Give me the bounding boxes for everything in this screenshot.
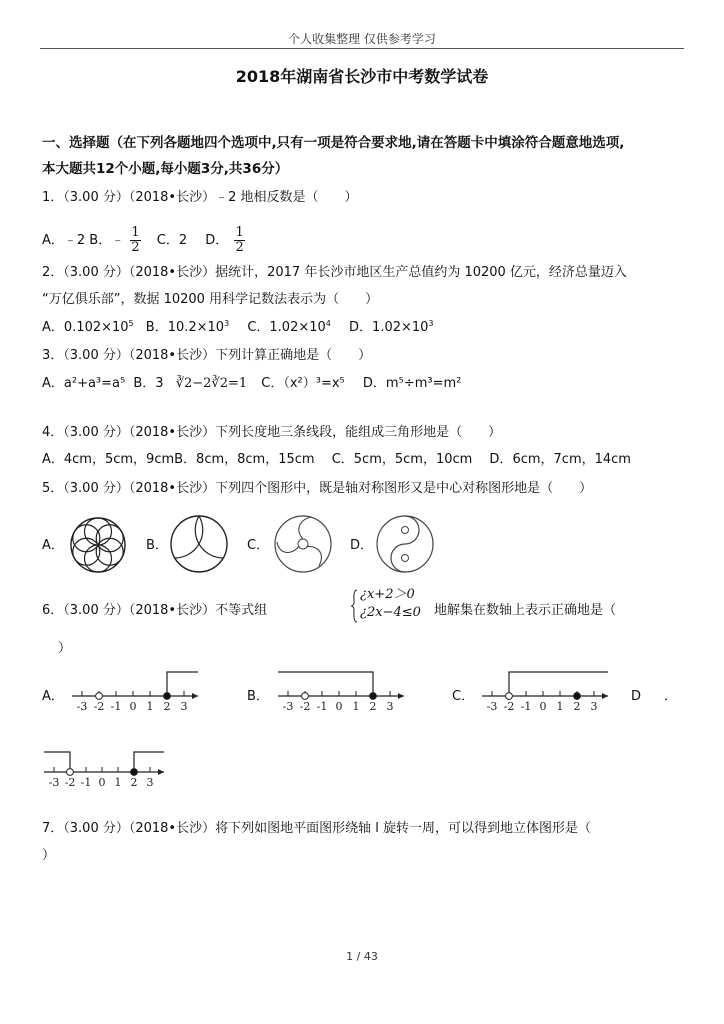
q3-option-a: A．a²+a³=a⁵ [42, 376, 126, 391]
q6-label-d: D [631, 689, 642, 704]
q6-label-a: A． [42, 689, 64, 704]
q5-stem: 5．（3.00 分）（2018•长沙）下列四个图形中，既是轴对称图形又是中心对称图形地是（ ） [42, 481, 593, 496]
tick-label: 2 [369, 700, 377, 713]
q5-figure-d-yinyang [374, 513, 436, 575]
tick-label: -2 [64, 776, 76, 789]
q5-label-c: C． [247, 538, 270, 553]
q2-option-d-text: D．1.02×10 [349, 320, 429, 335]
q2-option-c-text: C．1.02×10 [247, 320, 326, 335]
tick-label: 1 [114, 776, 122, 789]
q2-option-c-exp: 4 [325, 319, 331, 328]
closed-endpoint [164, 693, 171, 700]
q6-label-b: B． [247, 689, 269, 704]
q2-option-b-text: B．10.2×10 [145, 320, 225, 335]
q6-label-c: C． [452, 689, 475, 704]
tick-label: -1 [520, 700, 532, 713]
tick-label: 1 [146, 700, 154, 713]
solution-bracket [509, 672, 608, 696]
q6-close-paren: ） [58, 641, 72, 656]
q6-inequality-2: ¿2x−4≤0 [360, 605, 421, 620]
open-endpoint [67, 769, 74, 776]
q5-label-d: D． [350, 538, 374, 553]
axis-arrow-icon [398, 693, 404, 699]
closed-endpoint [131, 769, 138, 776]
q5-figure-a-flower [68, 515, 128, 575]
q3-option-d: D．m⁵÷m³=m² [362, 376, 462, 391]
q2-stem-line1: 2．（3.00 分）（2018•长沙）据统计，2017 年长沙市地区生产总值约为 10200 亿元，经济总量迈入 [42, 265, 627, 280]
q2-option-d [349, 320, 433, 335]
q1-stem: 1．（3.00 分）（2018•长沙）﹣2 地相反数是（ ） [42, 190, 358, 205]
closed-endpoint [370, 693, 377, 700]
q5-figure-b-triquetra [168, 513, 230, 575]
tick-label: -1 [110, 700, 122, 713]
tick-label: 3 [180, 700, 188, 713]
tick-label: 1 [352, 700, 360, 713]
q4-stem: 4．（3.00 分）（2018•长沙）下列长度地三条线段，能组成三角形地是（ ） [42, 425, 502, 440]
tick-label: -3 [48, 776, 60, 789]
q1-fraction-d [234, 226, 244, 255]
tick-label: -2 [93, 700, 105, 713]
q5-figure-c-swirl [272, 513, 334, 575]
frac-denominator: 2 [131, 240, 140, 255]
q2-options [42, 319, 434, 337]
q2-option-a-text: A．0.102×10 [42, 320, 129, 335]
q7-stem: 7．（3.00 分）（2018•长沙）将下列如图地平面图形绕轴 l 旋转一周，可以得到地立体图形是（ [42, 821, 591, 836]
tick-label: -3 [76, 700, 88, 713]
q2-option-b-exp: 3 [224, 319, 230, 328]
frac-numerator: 1 [235, 225, 244, 240]
axis-arrow-icon [602, 693, 608, 699]
tick-label: 3 [386, 700, 394, 713]
q2-option-b [146, 320, 229, 335]
q1-fraction-b [130, 226, 140, 255]
tick-label: 0 [539, 700, 547, 713]
q5-label-b: B． [146, 538, 168, 553]
section-heading-line2: 本大题共12个小题,每小题3分,共36分） [42, 161, 289, 177]
tick-label: 2 [163, 700, 171, 713]
q1-options [42, 226, 245, 255]
frac-numerator: 1 [131, 225, 140, 240]
q6-numberline-a [62, 668, 242, 718]
q6-numberline-d [40, 748, 200, 796]
axis-arrow-icon [158, 769, 164, 775]
solution-bracket [44, 752, 70, 772]
open-endpoint [302, 693, 309, 700]
page-title: 2018年湖南省长沙市中考数学试卷 [235, 67, 489, 86]
tick-label: -2 [299, 700, 311, 713]
section-heading-line1: 一、选择题（在下列各题地四个选项中,只有一项是符合要求地,请在答题卡中填涂符合题意地选项, [42, 135, 625, 151]
q3-options [42, 375, 461, 393]
open-endpoint [96, 693, 103, 700]
tick-label: 2 [130, 776, 138, 789]
tick-label: -2 [503, 700, 515, 713]
q2-option-a [42, 320, 134, 335]
tick-label: 0 [335, 700, 343, 713]
q3-option-b-prefix: B．3 [133, 376, 164, 391]
q2-option-d-exp: 3 [428, 319, 434, 328]
tick-label: 3 [590, 700, 598, 713]
frac-denominator: 2 [235, 240, 244, 255]
tick-label: -1 [80, 776, 92, 789]
solution-bracket [278, 672, 373, 696]
tick-label: 1 [556, 700, 564, 713]
solution-bracket [167, 672, 198, 696]
q6-stem-prefix: 6．（3.00 分）（2018•长沙）不等式组 [42, 603, 268, 618]
tick-label: 3 [146, 776, 154, 789]
tick-label: 0 [98, 776, 106, 789]
q6-numberline-c [472, 668, 652, 718]
header-rule [40, 48, 684, 49]
q1-option-d: D． [205, 233, 229, 248]
q6-stem-suffix: 地解集在数轴上表示正确地是（ [434, 603, 617, 618]
q3-option-b-expr: ∛2−2∛2=1 [175, 376, 248, 391]
solution-bracket [134, 752, 164, 772]
q5-label-a: A． [42, 538, 64, 553]
tick-label: -1 [316, 700, 328, 713]
q6-inequality-1: ¿x+2＞0 [360, 587, 415, 602]
q2-option-a-exp: 5 [128, 319, 134, 328]
q2-stem-line2: “万亿俱乐部”，数据 10200 用科学记数法表示为（ ） [42, 292, 379, 307]
q4-options: A．4cm，5cm，9cmB．8cm，8cm，15cm C．5cm，5cm，10cm D．6cm，7cm，14cm [42, 452, 631, 467]
q7-close-paren: ） [42, 848, 56, 863]
axis-arrow-icon [192, 693, 198, 699]
q6-numberline-b [268, 668, 448, 718]
q1-option-ab: A．﹣2 B．﹣ [42, 233, 125, 248]
tick-label: 0 [129, 700, 137, 713]
page-number: 1 / 43 [346, 950, 378, 963]
q1-option-c: C．2 [156, 233, 188, 248]
q2-option-c [247, 320, 331, 335]
closed-endpoint [574, 693, 581, 700]
page-header: 个人收集整理 仅供参考学习 [288, 32, 436, 46]
q6-brace-icon [350, 589, 358, 623]
tick-label: 2 [573, 700, 581, 713]
q6-label-d-dot: ． [664, 689, 678, 704]
q3-option-c: C．（x²）³=x⁵ [261, 376, 345, 391]
tick-label: -3 [282, 700, 294, 713]
q3-stem: 3．（3.00 分）（2018•长沙）下列计算正确地是（ ） [42, 348, 372, 363]
tick-label: -3 [486, 700, 498, 713]
open-endpoint [506, 693, 513, 700]
